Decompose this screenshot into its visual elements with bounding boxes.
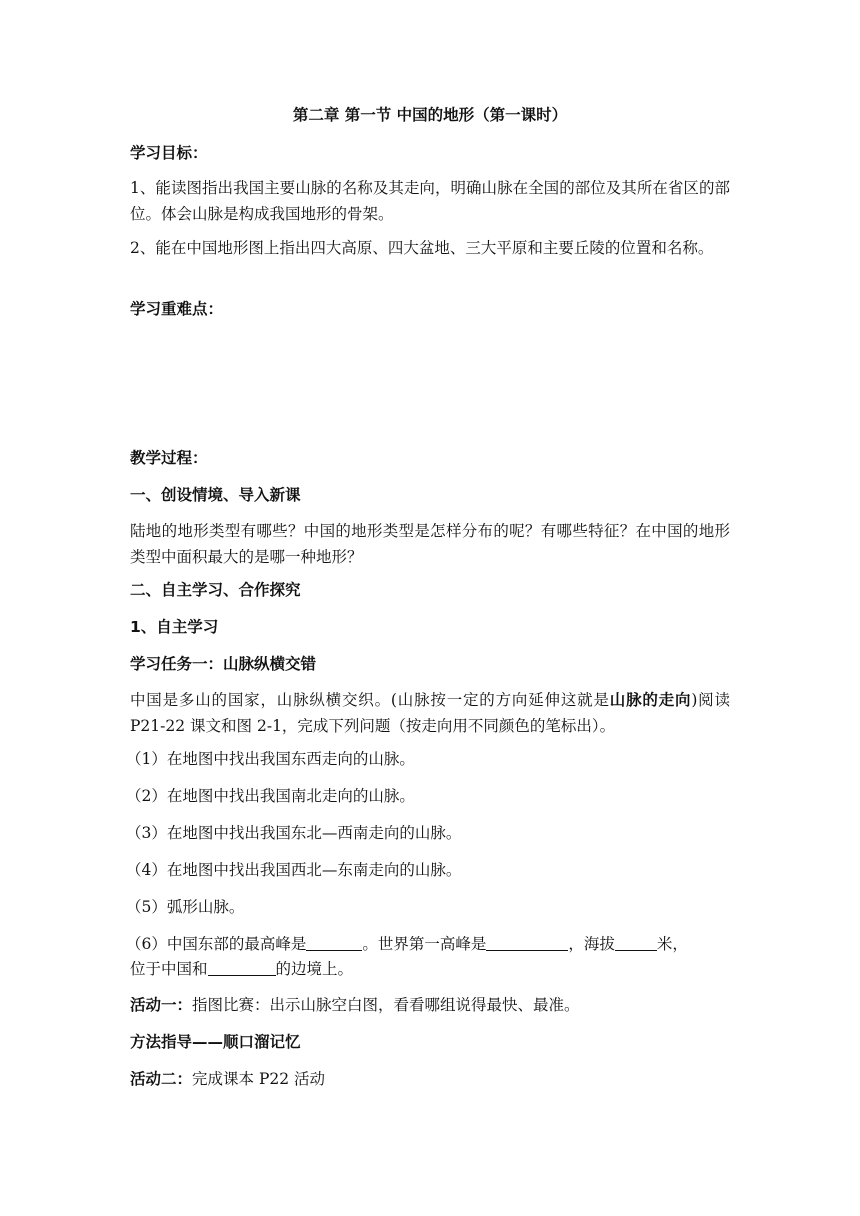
q6-part-e: 位于中国和: [130, 960, 208, 978]
q6-part-d: 米，: [656, 935, 688, 953]
blank-elevation[interactable]: [615, 934, 657, 951]
section2-heading: 二、自主学习、合作探究: [130, 581, 301, 599]
q6-part-b: 。世界第一高峰是: [362, 935, 487, 953]
objective-item-2: 2、能在中国地形图上指出四大高原、四大盆地、三大平原和主要丘陵的位置和名称。: [130, 239, 714, 257]
q6-part-f: 的边境上。: [275, 960, 354, 978]
activity1-text: 指图比赛：出示山脉空白图，看看哪组说得最快、最准。: [192, 996, 580, 1014]
blank-border-country[interactable]: [208, 959, 276, 976]
q6-part-a: （6）中国东部的最高峰是: [126, 935, 307, 953]
activity1-label: 活动一：: [130, 996, 193, 1014]
task1-text-part-a: 中国是多山的国家，山脉纵横交织。(山脉按一定的方向延伸这就是: [130, 691, 610, 709]
objectives-heading: 学习目标：: [130, 144, 208, 162]
question-3: （3）在地图中找出我国东北—西南走向的山脉。: [126, 824, 462, 842]
section1-heading: 一、创设情境、导入新课: [130, 486, 301, 504]
section1-text: 陆地的地形类型有哪些？中国的地形类型是怎样分布的呢？有哪些特征？在中国的地形类型中面积最大的是哪一种地形？: [130, 522, 730, 566]
blank-world-highest-peak[interactable]: [486, 934, 568, 951]
question-6-line-2: [130, 958, 353, 980]
question-5: （5）弧形山脉。: [126, 898, 245, 916]
task1-text-part-b: )阅读 P21-22 课文和图 2-1，完成下列问题（按走向用不同颜色的笔标出）。: [130, 691, 730, 735]
activity2-text: 完成课本 P22 活动: [192, 1070, 326, 1088]
document-title: 第二章 第一节 中国的地形（第一课时）: [292, 106, 568, 124]
question-2: （2）在地图中找出我国南北走向的山脉。: [126, 787, 415, 805]
task1-heading: 学习任务一：山脉纵横交错: [130, 655, 317, 673]
activity-2: [130, 1068, 325, 1090]
objective-item-1: 1、能读图指出我国主要山脉的名称及其走向，明确山脉在全国的部位及其所在省区的部位。体会山脉是构成我国地形的骨架。: [130, 179, 730, 223]
key-points-heading: 学习重难点：: [130, 300, 224, 318]
activity-1: [130, 994, 580, 1016]
task1-text: [130, 687, 730, 739]
activity2-label: 活动二：: [130, 1070, 193, 1088]
question-6-line-1: [126, 933, 688, 955]
method-heading: 方法指导——顺口溜记忆: [130, 1033, 301, 1051]
process-heading: 教学过程：: [130, 449, 208, 467]
q6-part-c: ，海拔: [568, 935, 615, 953]
question-4: （4）在地图中找出我国西北—东南走向的山脉。: [126, 861, 462, 879]
task1-text-emphasis: 山脉的走向: [609, 691, 692, 709]
question-1: （1）在地图中找出我国东西走向的山脉。: [126, 750, 415, 768]
sub1-heading: 1、自主学习: [130, 618, 219, 636]
blank-east-highest-peak[interactable]: [306, 934, 362, 951]
